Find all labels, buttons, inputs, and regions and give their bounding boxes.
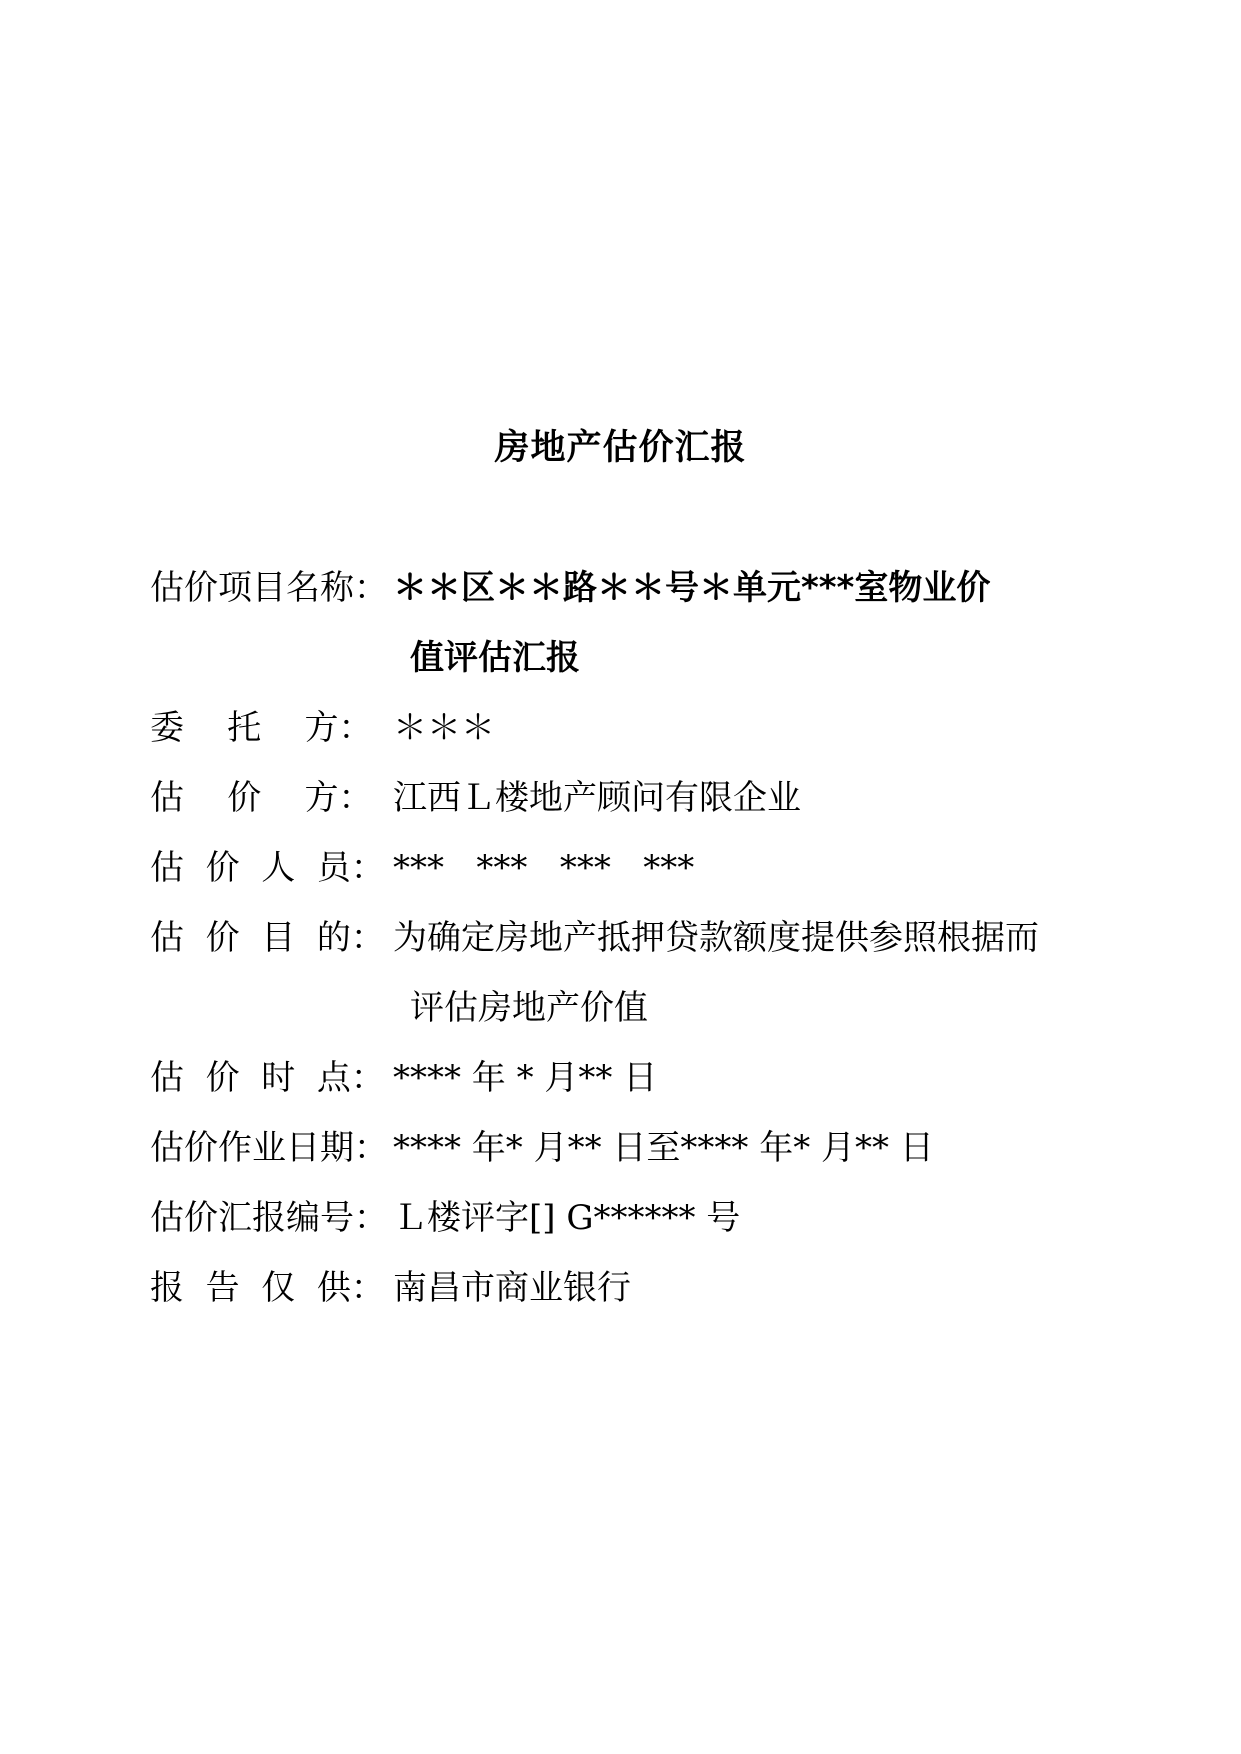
field-label: 报 告 仅 供： xyxy=(150,1268,385,1308)
field-label: 估价作业日期： xyxy=(150,1128,388,1168)
field-row-work-period xyxy=(150,1113,1110,1183)
field-value-continued: 值评估汇报 xyxy=(410,638,580,678)
field-value: 南昌市商业银行 xyxy=(393,1268,631,1308)
field-row-recipient xyxy=(150,1253,1110,1323)
field-value: **** 年* 月** 日至**** 年* 月** 日 xyxy=(393,1128,934,1168)
document-title: 房地产估价汇报 xyxy=(494,428,747,468)
field-row-staff xyxy=(150,833,1110,903)
field-row-valuation-date xyxy=(150,1043,1110,1113)
field-value: ＊＊＊ xyxy=(393,708,495,748)
field-row-purpose-cont xyxy=(150,973,1110,1043)
field-row-appraiser xyxy=(150,763,1110,833)
field-label: 估 价 时 点： xyxy=(150,1058,385,1098)
field-value: ＊＊区＊＊路＊＊号＊单元***室物业价 xyxy=(393,568,991,608)
field-value: Ｌ楼评字[] G****** 号 xyxy=(393,1198,741,1238)
field-label: 委 托 方： xyxy=(150,708,373,748)
field-value-continued: 评估房地产价值 xyxy=(410,988,648,1028)
field-label: 估 价 目 的： xyxy=(150,918,385,958)
field-value: *** *** *** *** xyxy=(393,848,695,888)
field-label: 估 价 方： xyxy=(150,778,373,818)
field-value: 为确定房地产抵押贷款额度提供参照根据而 xyxy=(393,918,1039,958)
field-label: 估价汇报编号： xyxy=(150,1198,388,1238)
field-list xyxy=(150,553,1110,1323)
field-label: 估 价 人 员： xyxy=(150,848,385,888)
field-row-project-name-cont xyxy=(150,623,1110,693)
field-label: 估价项目名称： xyxy=(150,568,388,608)
field-value: **** 年 * 月** 日 xyxy=(393,1058,658,1098)
field-row-client xyxy=(150,693,1110,763)
field-row-report-number xyxy=(150,1183,1110,1253)
field-row-purpose xyxy=(150,903,1110,973)
field-value: 江西Ｌ楼地产顾问有限企业 xyxy=(393,778,801,818)
field-row-project-name xyxy=(150,553,1110,623)
